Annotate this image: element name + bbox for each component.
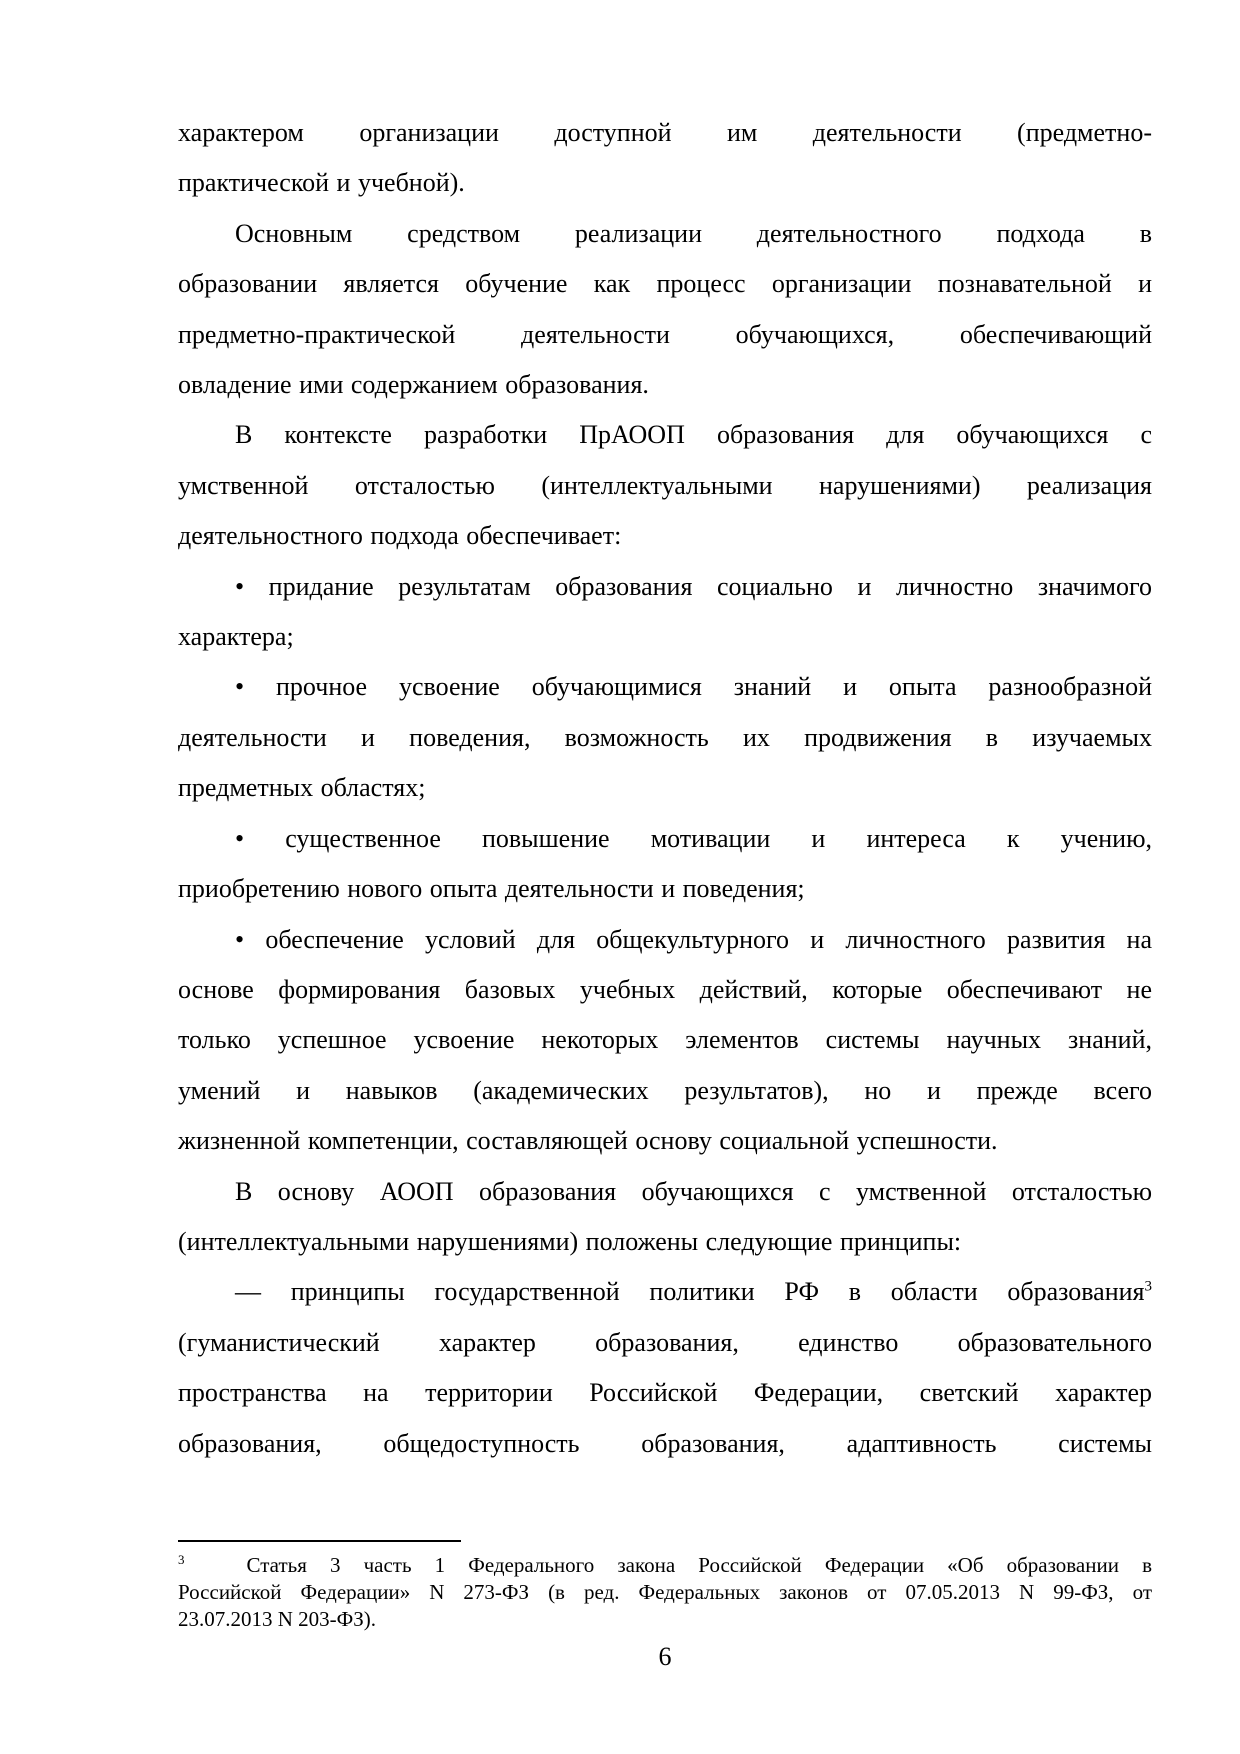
footnote-line [178,1552,1152,1579]
footnote-marker: 3 [178,1552,185,1567]
body-line: образования, общедоступность образования, адаптивность системы [178,1428,1152,1458]
body-line: овладение ими содержанием образования. [178,370,649,400]
body-line: предметных областях; [178,773,426,803]
footnote-line-text: Статья 3 часть 1 Федерального закона Российской Федерации «Об образовании в [246,1553,1152,1577]
body-line [178,1267,1152,1317]
footnote [178,1552,1152,1633]
body-line: умений и навыков (академических результатов), но и прежде всего [178,1075,1152,1105]
body-line: практической и учебной). [178,168,465,198]
page-number: 6 [658,1642,672,1671]
body-line-bullet: • обеспечение условий для общекультурного и личностного развития на [235,924,1152,954]
body-line: В основу АООП образования обучающихся с умственной отсталостью [235,1176,1152,1206]
body-line-bullet: • прочное усвоение обучающимися знаний и опыта разнообразной [235,672,1152,702]
footnote-line: Российской Федерации» N 273-ФЗ (в ред. Федеральных законов от 07.05.2013 N 99-ФЗ, от [178,1580,1152,1604]
footnote-separator [178,1540,461,1542]
body-line: В контексте разработки ПрАООП образования для обучающихся с [235,420,1152,450]
body-line: только успешное усвоение некоторых элементов системы научных знаний, [178,1025,1152,1055]
body-line: (интеллектуальными нарушениями) положены следующие принципы: [178,1226,962,1256]
body-line: умственной отсталостью (интеллектуальными нарушениями) реализация [178,470,1152,500]
body-line: деятельности и поведения, возможность их продвижения в изучаемых [178,722,1152,752]
body-line: пространства на территории Российской Федерации, светский характер [178,1378,1152,1408]
body-line-bullet: • придание результатам образования социально и личностно значимого [235,571,1152,601]
body-line: Основным средством реализации деятельностного подхода в [235,218,1152,248]
body-line: образовании является обучение как процесс организации познавательной и [178,269,1152,299]
body-line: характера; [178,622,294,652]
body-line: приобретению нового опыта деятельности и поведения; [178,874,805,904]
footnote-reference-mark: 3 [1144,1278,1152,1295]
body-text [178,108,1152,1469]
body-line-text: — принципы государственной политики РФ в области образования [235,1277,1145,1307]
body-line: основе формирования базовых учебных действий, которые обеспечивают не [178,974,1152,1004]
body-line: предметно-практической деятельности обучающихся, обеспечивающий [178,319,1152,349]
body-line: деятельностного подхода обеспечивает: [178,521,622,551]
footnote-line: 23.07.2013 N 203-ФЗ). [178,1607,377,1631]
body-line: жизненной компетенции, составляющей основу социальной успешности. [178,1126,998,1156]
body-line: характером организации доступной им деятельности (предметно- [178,118,1152,147]
body-line-bullet: • существенное повышение мотивации и интереса к учению, [235,823,1152,853]
body-line: (гуманистический характер образования, единство образовательного [178,1327,1152,1357]
